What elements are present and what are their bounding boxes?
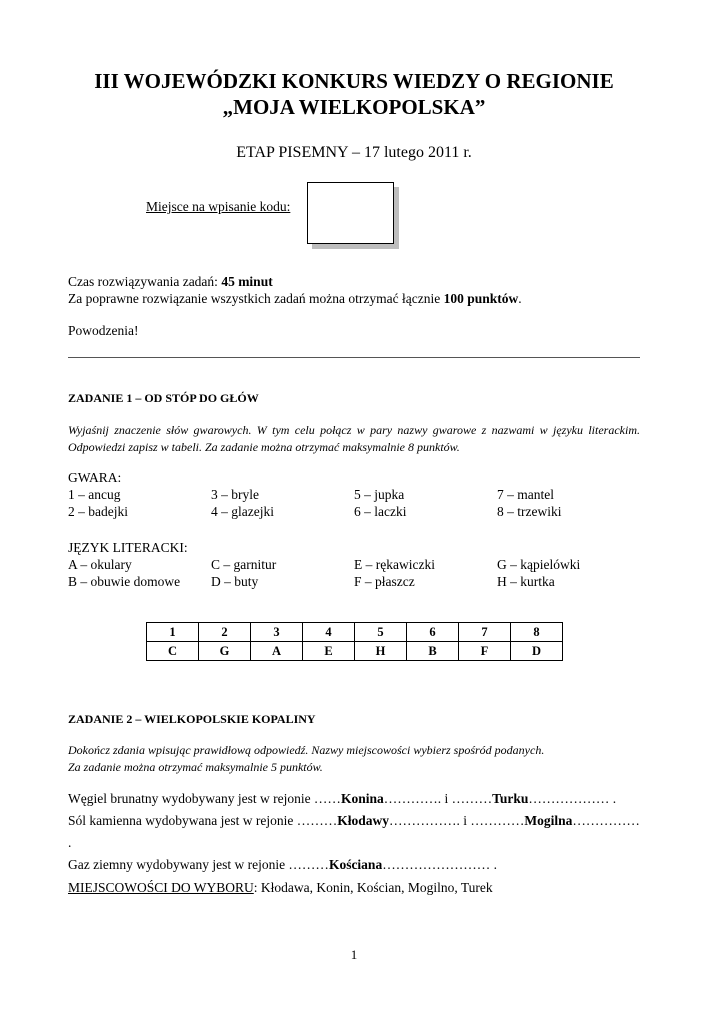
answer-numbers-row — [147, 623, 563, 642]
task2-desc-line-2: Za zadanie można otrzymać maksymalnie 5 punktów. — [68, 760, 323, 774]
answer-letter[interactable]: B — [407, 642, 459, 661]
time-label: Czas rozwiązywania zadań: — [68, 274, 222, 289]
literary-word: G – kąpielówki — [497, 557, 581, 572]
time-value: 45 minut — [221, 274, 273, 289]
literary-word: F – płaszcz — [354, 574, 415, 589]
sentence-text: ……………… . — [528, 791, 617, 806]
points-info — [68, 290, 522, 307]
literary-words — [68, 539, 640, 590]
answer-number: 5 — [355, 623, 407, 642]
answer-number: 2 — [199, 623, 251, 642]
sentence-rock-salt — [68, 810, 640, 854]
answer-letter[interactable]: A — [251, 642, 303, 661]
answer-number: 1 — [147, 623, 199, 642]
dialect-word: 3 – bryle — [211, 487, 259, 502]
literary-word: D – buty — [211, 574, 259, 589]
answer-number: 8 — [511, 623, 563, 642]
choice-list: : Kłodawa, Konin, Kościan, Mogilno, Turek — [253, 880, 493, 895]
points-label: Za poprawne rozwiązanie wszystkich zadań można otrzymać łącznie — [68, 291, 444, 306]
page-number: 1 — [350, 947, 358, 962]
answer-number: 7 — [459, 623, 511, 642]
answer-letter[interactable]: E — [303, 642, 355, 661]
task1-description: Wyjaśnij znaczenie słów gwarowych. W tym celu połącz w pary nazwy gwarowe z nazwami w języku literackim. Odpowiedzi zapisz w tabeli. Za zadanie można otrzymać maksymalnie 8 punktów. — [68, 423, 640, 454]
exam-info — [68, 273, 522, 307]
title-line-2: „MOJA WIELKOPOLSKA” — [222, 95, 486, 119]
fill-in-sentences — [68, 788, 640, 876]
answer-mogilna[interactable]: Mogilna — [524, 813, 573, 828]
answer-number: 6 — [407, 623, 459, 642]
sentence-text: Gaz ziemny wydobywany jest w rejonie ……… — [68, 857, 329, 872]
divider — [68, 357, 640, 358]
answer-turku[interactable]: Turku — [492, 791, 529, 806]
task2-title: ZADANIE 2 – WIELKOPOLSKIE KOPALINY — [68, 712, 316, 726]
literary-row — [68, 573, 640, 590]
towns-to-choose — [68, 880, 493, 896]
sentence-lignite — [68, 788, 640, 810]
code-label: Miejsce na wpisanie kodu: — [146, 199, 291, 214]
dialect-row — [68, 486, 640, 503]
contest-title — [68, 68, 640, 120]
sentence-text: …………… . — [68, 813, 640, 850]
answer-letters-row — [147, 642, 563, 661]
answer-konina[interactable]: Konina — [340, 791, 384, 806]
dialect-words — [68, 469, 640, 520]
sentence-text: …………. i ……… — [383, 791, 493, 806]
stage-subtitle: ETAP PISEMNY – 17 lutego 2011 r. — [236, 144, 472, 161]
dialect-word: 2 – badejki — [68, 504, 128, 519]
answer-letter[interactable]: C — [147, 642, 199, 661]
dialect-word: 6 – laczki — [354, 504, 407, 519]
points-value: 100 punktów — [443, 291, 519, 306]
literary-word: H – kurtka — [497, 574, 555, 589]
points-suffix: . — [518, 291, 522, 306]
literary-word: B – obuwie domowe — [68, 574, 181, 589]
answer-ösciana[interactable]: Kościana — [328, 857, 383, 872]
dialect-heading: GWARA: — [68, 470, 122, 485]
dialect-word: 5 – jupka — [354, 487, 405, 502]
answer-letter[interactable]: H — [355, 642, 407, 661]
code-entry-box[interactable] — [307, 182, 394, 244]
sentence-natural-gas — [68, 854, 640, 876]
answer-number: 3 — [251, 623, 303, 642]
answer-klodawy[interactable]: Kłodawy — [337, 813, 389, 828]
answer-table — [146, 622, 563, 661]
dialect-word: 8 – trzewiki — [497, 504, 562, 519]
task1-title: ZADANIE 1 – OD STÓP DO GŁÓW — [68, 391, 259, 405]
good-luck-text: Powodzenia! — [68, 323, 139, 338]
title-line-1: III WOJEWÓDZKI KONKURS WIEDZY O REGIONIE — [94, 69, 614, 93]
task2-description — [68, 742, 640, 776]
dialect-word: 7 – mantel — [497, 487, 554, 502]
dialect-row — [68, 503, 640, 520]
sentence-text: Sól kamienna wydobywana jest w rejonie ……… — [68, 813, 338, 828]
task2-desc-line-1: Dokończ zdania wpisując prawidłową odpowiedź. Nazwy miejscowości wybierz spośród podanych. — [68, 743, 545, 757]
answer-letter[interactable]: F — [459, 642, 511, 661]
sentence-text: ……………. i ………… — [388, 813, 525, 828]
choice-label: MIEJSCOWOŚCI DO WYBORU — [68, 880, 254, 895]
answer-letter[interactable]: G — [199, 642, 251, 661]
answer-number: 4 — [303, 623, 355, 642]
sentence-text: …………………… . — [382, 857, 497, 872]
dialect-word: 1 – ancug — [68, 487, 121, 502]
dialect-word: 4 – glazejki — [211, 504, 274, 519]
literary-heading: JĘZYK LITERACKI: — [68, 540, 188, 555]
answer-letter[interactable]: D — [511, 642, 563, 661]
literary-row — [68, 556, 640, 573]
literary-word: A – okulary — [68, 557, 132, 572]
literary-word: C – garnitur — [211, 557, 277, 572]
literary-word: E – rękawiczki — [354, 557, 435, 572]
time-info — [68, 273, 522, 290]
sentence-text: Węgiel brunatny wydobywany jest w rejonie …… — [68, 791, 341, 806]
